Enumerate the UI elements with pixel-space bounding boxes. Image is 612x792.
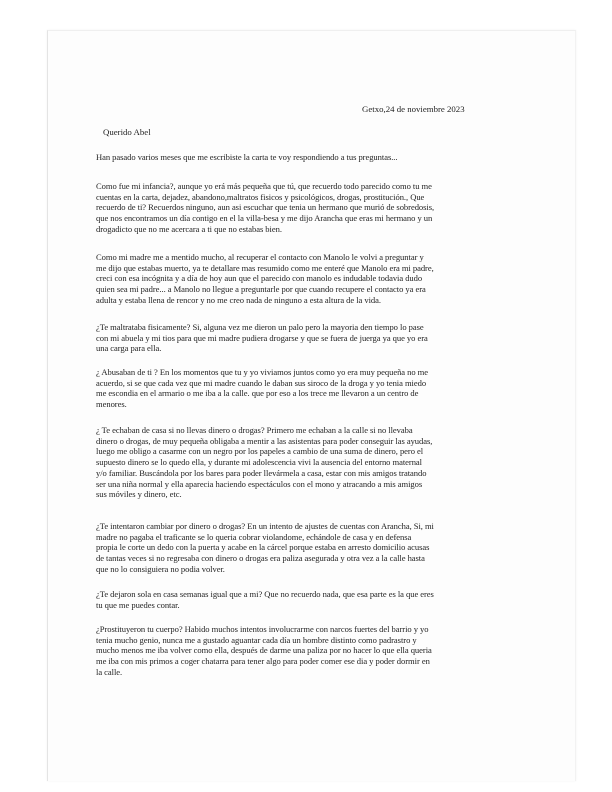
paragraph-intro: Han pasado varios meses que me escribiste la carta te voy respondiendo a tus preguntas... — [96, 152, 398, 162]
letter-salutation: Querido Abel — [103, 127, 151, 137]
paragraph-prostitution: ¿Prostituyeron tu cuerpo? Habido muchos intentos involucrarme con narcos fuertes del barrio y yo tenia mucho genio, nunca me a gustado aguantar cada día un hombre distinto como padrastro y mucho menos me iba volver como ella, después de darme una paliza por no hacer lo que ella queria me iba con mis primos a coger chatarra para tener algo para poder comer ese dia y poder dormir en la calle. — [96, 624, 432, 677]
paragraph-exchange: ¿Te intentaron cambiar por dinero o drogas? En un intento de ajustes de cuentas con Arancha, Si, mi madre no pagaba el traficante se lo queria cobrar violandome, echándole de casa y en defensa propia le corte un dedo con la puerta y acabe en la cárcel porque estaba en arresto domicilio acusas de tantas veces si no regresaba con dinero o drogas era paliza asegurada y otra vez a la calle hasta que no lo consiguiera no podia volver. — [96, 521, 434, 574]
letter-date: Getxo,24 de noviembre 2023 — [362, 104, 465, 114]
paragraph-abuse: ¿ Abusaban de ti ? En los momentos que tu y yo viviamos juntos como yo era muy pequeña no me acuerdo, si se que cada vez que mi madre cuando le daban sus siroco de la droga y yo tenia miedo me escondia en el armario o me iba a la calle. que por eso a los trece me llevaron a un centro de menores. — [96, 367, 428, 410]
paragraph-mother-lies: Como mi madre me a mentido mucho, al recuperar el contacto con Manolo le volvi a preguntar y me dijo que estabas muerto, ya te detallare mas resumido como me enteré que Manolo era mi padre, creci con esa incógnita y a día de hoy aun que el parecido con manolo es indudable todavia dudo quien sea mi padre... a Manolo no llegue a preguntarle por que cuando recupere el contacto ya era adulta y estaba llena de rencor y no me creo nada de ninguno a esta altura de la vida. — [96, 252, 434, 305]
paragraph-physical-abuse: ¿Te maltrataba fisicamente? Si, alguna vez me dieron un palo pero la mayoria den tiempo lo pase con mi abuela y mi tios para que mi madre pudiera drogarse y que se fuera de juerga ya que yo era una carga para ella. — [96, 322, 428, 354]
paragraph-thrown-out: ¿ Te echaban de casa si no llevas dinero o drogas? Primero me echaban a la calle si no llevaba dinero o drogas, de muy pequeña obligaba a mentir a las asistentas para poder conseguir las ayudas, luego me obligo a casarme con un negro por los papeles a cambio de una suma de dinero, pero el supuesto dinero se lo quedo ella, y durante mi adolescencia vivi la ausencia del entorno maternal y/o familiar. Buscándola por los bares para poder llevármela a casa, estar con mis amigos tratando ser una niña normal y ella aparecia haciendo espectáculos con el mono y atracando a mis amigos sus móviles y dinero, etc. — [96, 425, 433, 500]
paragraph-childhood: Como fue mi infancia?, aunque yo erá más pequeña que tú, que recuerdo todo parecido como tu me cuentas en la carta, dejadez, abandono,maltratos fisicos y psicológicos, drogas, prostitución., Que recuerdo de ti? Recuerdos ninguno, aun asi escuchar que tenia un hermano que murió de sobredosis, que nos encontramos un día contigo en el la villa-besa y me dijo Arancha que eras mi hermano y un drogadicto que no me acercara a ti que no estabas bien. — [96, 181, 435, 234]
paragraph-alone: ¿Te dejaron sola en casa semanas igual que a mi? Que no recuerdo nada, que esa parte es la que eres tu que me puedes contar. — [96, 589, 434, 610]
